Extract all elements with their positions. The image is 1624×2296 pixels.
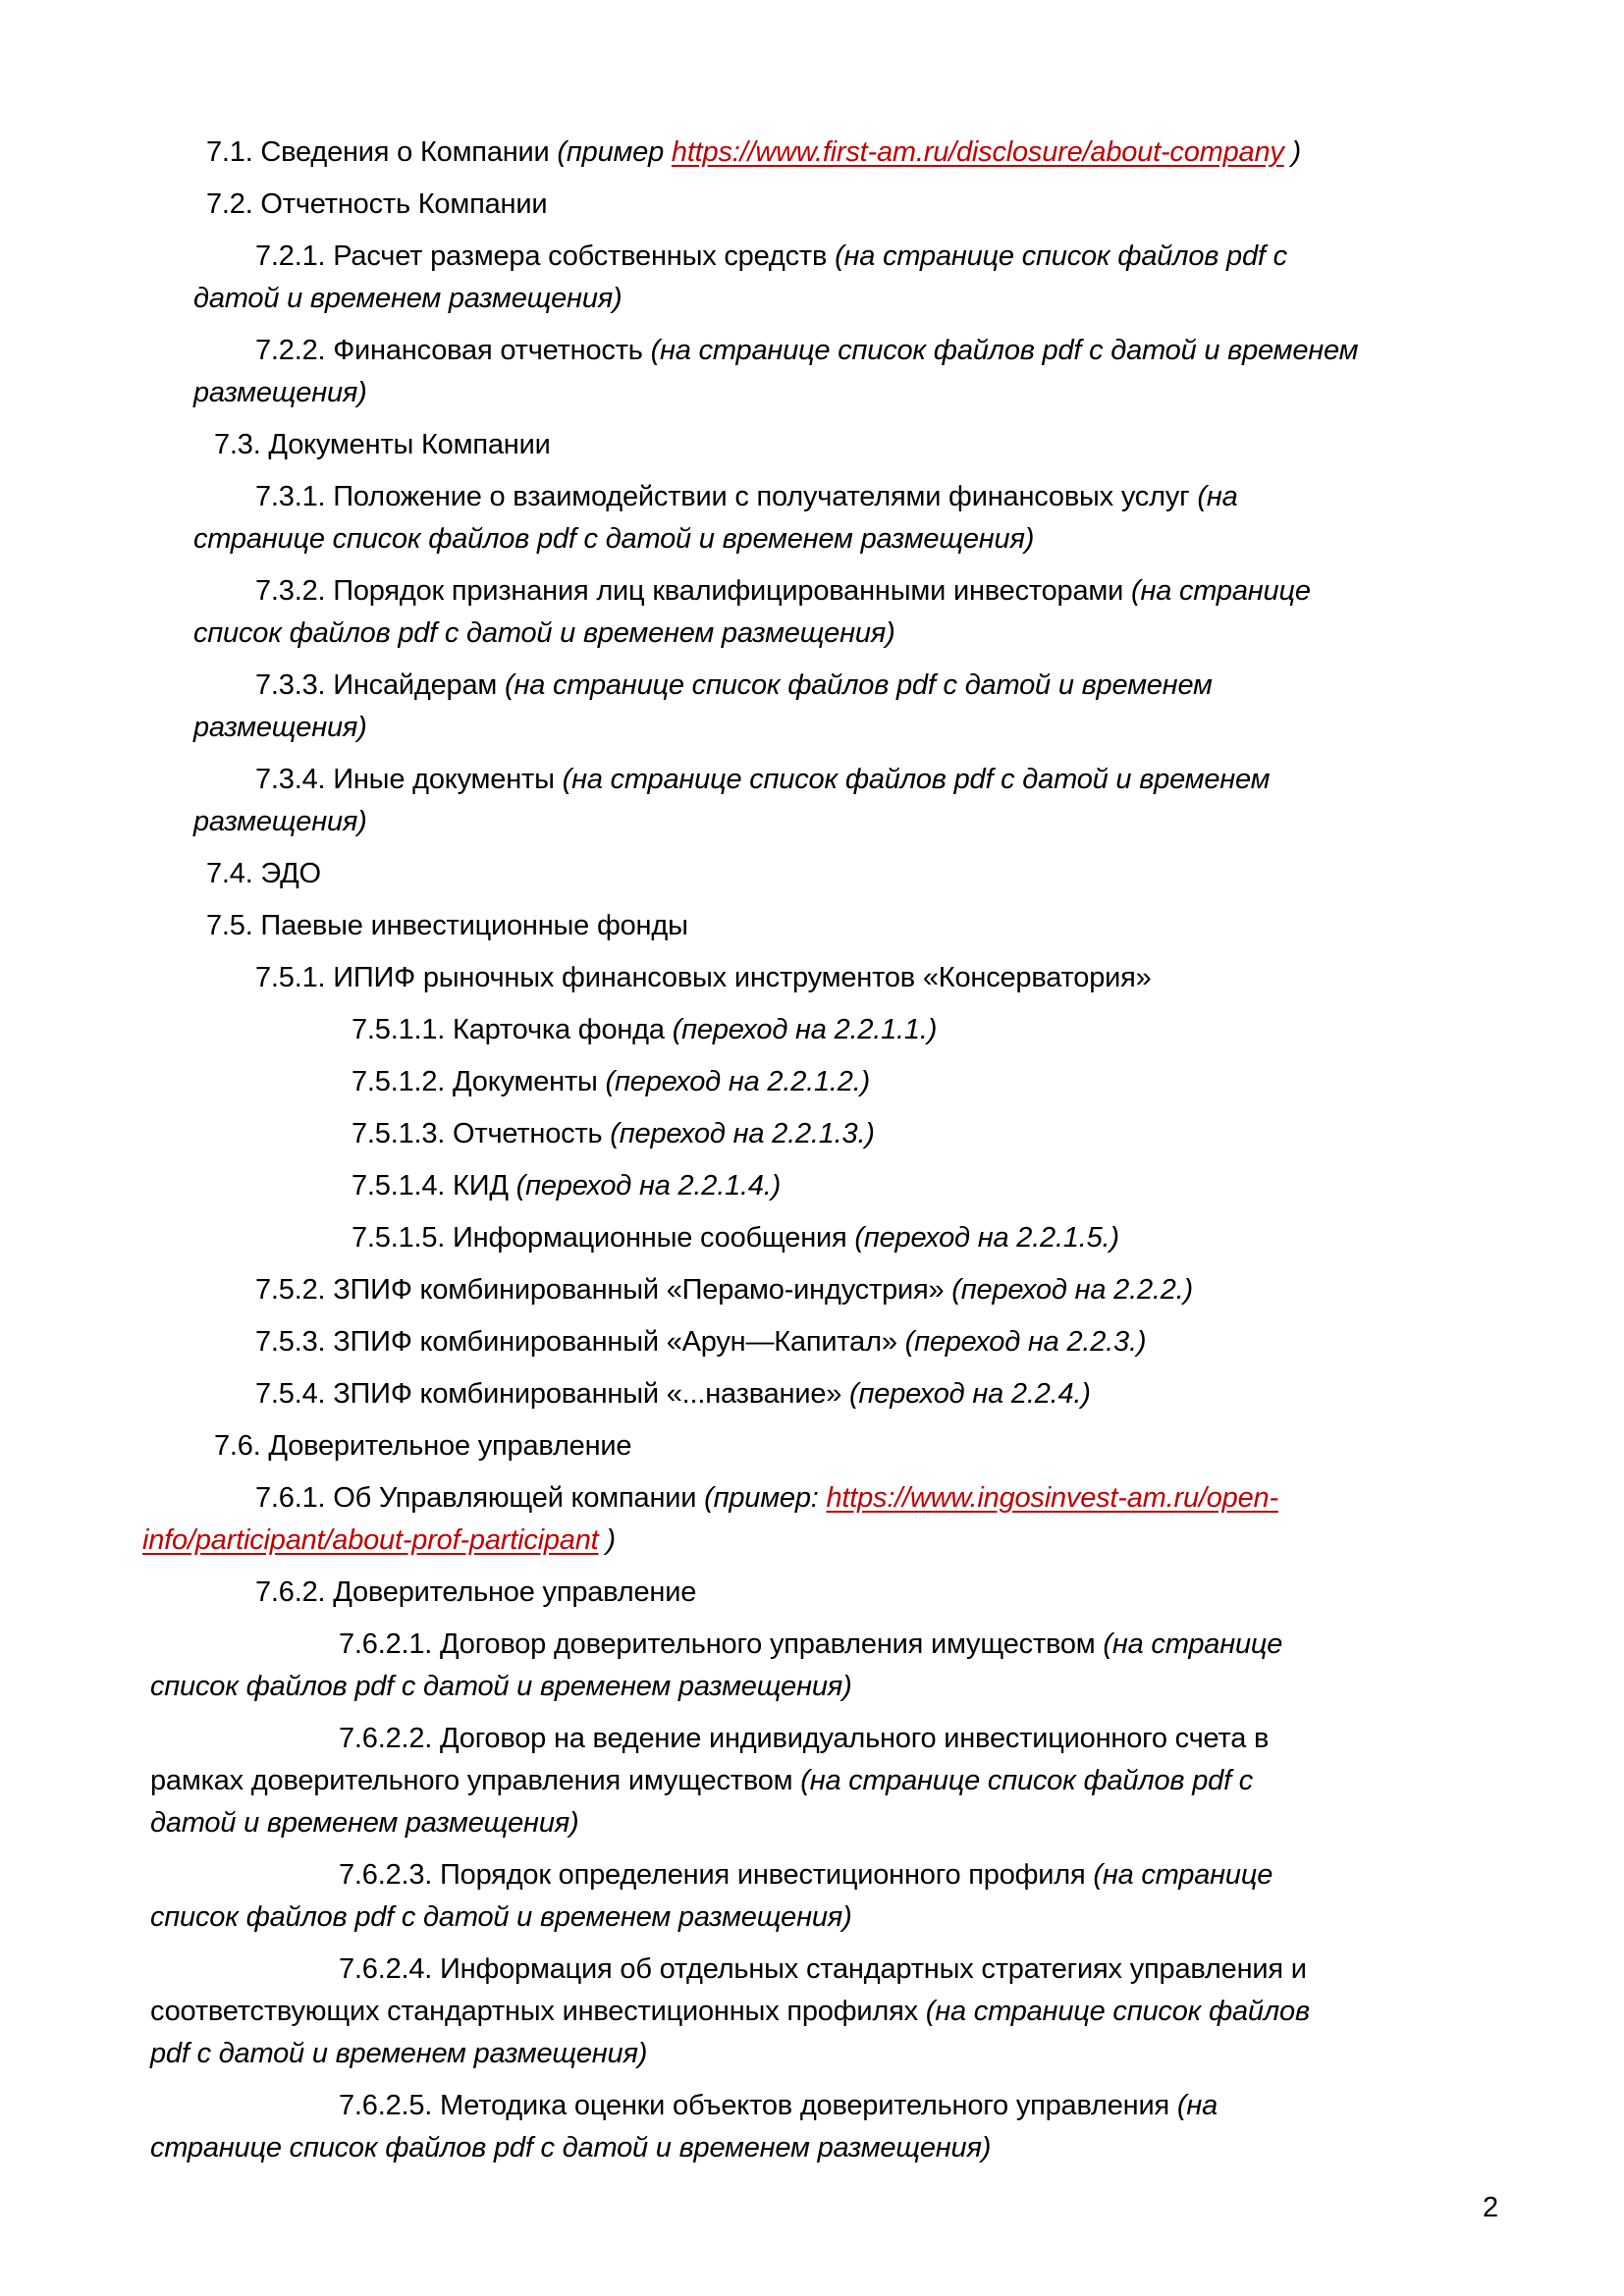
text-segment: (на странице список файлов pdf с [800,1765,1254,1796]
text-segment: 7.5.3. ЗПИФ комбинированный «Арун—Капитал» [255,1326,905,1358]
text-line [0,905,1624,947]
text-line [0,1991,1624,2033]
text-line [0,1269,1624,1311]
text-segment: (пример [557,136,672,168]
text-segment: (переход на 2.2.4.) [849,1378,1091,1410]
text-line [0,1666,1624,1708]
text-segment: 7.5.1.1. Карточка фонда [352,1014,673,1045]
text-segment: размещения) [193,712,367,743]
text-segment: рамках доверительного управления имуществом [150,1765,801,1796]
paragraph-7-2-2 [0,330,1624,414]
text-segment: 7.5. Паевые инвестиционные фонды [206,910,688,941]
paragraph-7-5-3 [0,1321,1624,1363]
text-line [0,1896,1624,1939]
text-segment: 7.5.2. ЗПИФ комбинированный «Перамо-индустрия» [255,1274,952,1306]
paragraph-7-6 [0,1425,1624,1468]
text-segment: список файлов pdf с датой и временем размещения) [150,1901,852,1933]
paragraph-7-6-2-3 [0,1854,1624,1939]
text-line [0,132,1624,174]
text-line [0,1373,1624,1415]
paragraph-7-3-1 [0,476,1624,561]
text-segment: 7.6.1. Об Управляющей компании [255,1482,705,1514]
text-segment: 7.6.2.4. Информация об отдельных стандартных стратегиях управления и [339,1953,1307,1985]
text-segment: 7.6.2.5. Методика оценки объектов доверительного управления [339,2090,1177,2121]
paragraph-7-5-1-3 [0,1113,1624,1155]
text-segment: 7.3.3. Инсайдерам [255,669,506,701]
text-segment: 7.3. Документы Компании [214,429,551,460]
text-segment: (на странице список файлов pdf с датой и временем [562,764,1271,795]
paragraph-7-6-2-1 [0,1624,1624,1708]
text-segment: 7.3.1. Положение о взаимодействии с получателями финансовых услуг [255,481,1198,512]
text-segment: (на странице список файлов pdf с [835,240,1287,272]
paragraph-7-6-2 [0,1572,1624,1614]
text-line [0,1572,1624,1614]
text-line [0,2127,1624,2169]
page-number: 2 [1483,2192,1499,2223]
text-segment: 7.5.1.5. Информационные сообщения [352,1222,855,1254]
text-line [0,957,1624,999]
text-segment: pdf с датой и временем размещения) [150,2038,648,2069]
paragraph-7-3-2 [0,570,1624,655]
paragraph-7-5-2 [0,1269,1624,1311]
text-segment: 7.6.2. Доверительное управление [255,1576,697,1608]
text-segment: 7.5.1. ИПИФ рыночных финансовых инструментов «Консерватория» [255,962,1152,993]
text-line [0,1425,1624,1468]
text-segment: 7.5.1.3. Отчетность [352,1118,611,1149]
text-segment: 7.6.2.1. Договор доверительного управления имуществом [339,1629,1104,1660]
text-line [0,1624,1624,1666]
text-line [0,570,1624,613]
text-segment: (на [1176,2090,1218,2121]
text-segment: ) [598,1524,616,1556]
text-segment: размещения) [193,806,367,837]
text-line [0,476,1624,518]
paragraph-7-3-4 [0,759,1624,843]
paragraph-7-5-1 [0,957,1624,999]
paragraph-7-5-4 [0,1373,1624,1415]
text-line [0,801,1624,843]
text-segment: (переход на 2.2.1.2.) [605,1066,871,1097]
text-line [0,278,1624,320]
text-segment: 7.2.1. Расчет размера собственных средств [255,240,836,272]
text-line [0,853,1624,895]
paragraph-7-5-1-1 [0,1009,1624,1051]
text-line [0,1061,1624,1103]
paragraph-7-3-3 [0,665,1624,749]
text-line [0,707,1624,749]
text-segment: (переход на 2.2.2.) [951,1274,1193,1306]
text-segment: 7.3.4. Иные документы [255,764,563,795]
text-line [0,613,1624,655]
hyperlink[interactable]: info/participant/about-prof-participant [142,1524,599,1556]
text-line [0,1854,1624,1896]
text-line [0,1009,1624,1051]
text-segment: (переход на 2.2.1.5.) [854,1222,1119,1254]
paragraph-7-5-1-4 [0,1165,1624,1207]
text-segment: (переход на 2.2.1.1.) [672,1014,938,1045]
text-line [0,1718,1624,1760]
text-segment: 7.5.4. ЗПИФ комбинированный «...название» [255,1378,850,1410]
text-segment: размещения) [193,377,367,408]
text-line [0,1113,1624,1155]
paragraph-7-3 [0,424,1624,466]
text-segment: 7.2.2. Финансовая отчетность [255,335,651,366]
text-segment: 7.5.1.4. КИД [352,1170,516,1201]
paragraph-7-4 [0,853,1624,895]
paragraph-7-2-1 [0,236,1624,320]
text-line [0,1802,1624,1844]
text-segment: 7.5.1.2. Документы [352,1066,606,1097]
text-segment: (на странице список файлов [925,1996,1310,2027]
document-body [0,132,1624,2179]
text-segment: соответствующих стандартных инвестиционных профилях [150,1996,926,2027]
text-segment: (переход на 2.2.1.3.) [610,1118,875,1149]
text-segment: ) [1283,136,1302,168]
paragraph-7-1 [0,132,1624,174]
text-segment: (на странице список файлов pdf с датой и временем [650,335,1359,366]
text-line [0,1520,1624,1562]
text-line [0,2085,1624,2127]
text-segment: 7.1. Сведения о Компании [206,136,558,168]
text-segment: 7.6. Доверительное управление [214,1430,632,1462]
paragraph-7-6-1 [0,1477,1624,1562]
paragraph-7-6-2-4 [0,1949,1624,2075]
hyperlink[interactable]: https://www.first-am.ru/disclosure/about-company [671,136,1284,168]
text-line [0,1949,1624,1991]
text-segment: 7.4. ЭДО [206,858,321,889]
paragraph-7-6-2-5 [0,2085,1624,2169]
text-line [0,759,1624,801]
text-segment: список файлов pdf с датой и временем размещения) [150,1671,852,1702]
text-segment: (на странице [1093,1859,1273,1891]
text-segment: странице список файлов pdf с датой и временем размещения) [193,523,1035,555]
paragraph-7-5-1-5 [0,1217,1624,1259]
hyperlink[interactable]: https://www.ingosinvest-am.ru/open- [826,1482,1278,1514]
paragraph-7-5-1-2 [0,1061,1624,1103]
text-line [0,1217,1624,1259]
text-line [0,1477,1624,1520]
text-segment: странице список файлов pdf с датой и временем размещения) [150,2132,992,2163]
text-line [0,2033,1624,2075]
text-line [0,424,1624,466]
text-segment: (на странице [1103,1629,1283,1660]
text-segment: (на [1197,481,1238,512]
text-segment: (на странице [1131,575,1311,607]
text-line [0,372,1624,414]
text-segment: 7.2. Отчетность Компании [206,188,548,220]
text-segment: (пример: [704,1482,827,1514]
text-line [0,184,1624,226]
text-segment: (переход на 2.2.1.4.) [515,1170,782,1201]
text-line [0,1321,1624,1363]
text-segment: датой и временем размещения) [150,1807,579,1839]
text-segment: 7.6.2.2. Договор на ведение индивидуального инвестиционного счета в [339,1723,1270,1754]
text-segment: список файлов pdf с датой и временем размещения) [193,617,895,649]
text-line [0,1165,1624,1207]
text-line [0,665,1624,707]
paragraph-7-2 [0,184,1624,226]
text-segment: (переход на 2.2.3.) [904,1326,1147,1358]
text-segment: датой и временем размещения) [193,283,623,314]
text-line [0,330,1624,372]
text-segment: 7.3.2. Порядок признания лиц квалифицированными инвесторами [255,575,1131,607]
text-line [0,236,1624,278]
text-segment: 7.6.2.3. Порядок определения инвестиционного профиля [339,1859,1094,1891]
paragraph-7-6-2-2 [0,1718,1624,1844]
paragraph-7-5 [0,905,1624,947]
text-segment: (на странице список файлов pdf с датой и временем [505,669,1213,701]
text-line [0,1760,1624,1802]
text-line [0,518,1624,561]
